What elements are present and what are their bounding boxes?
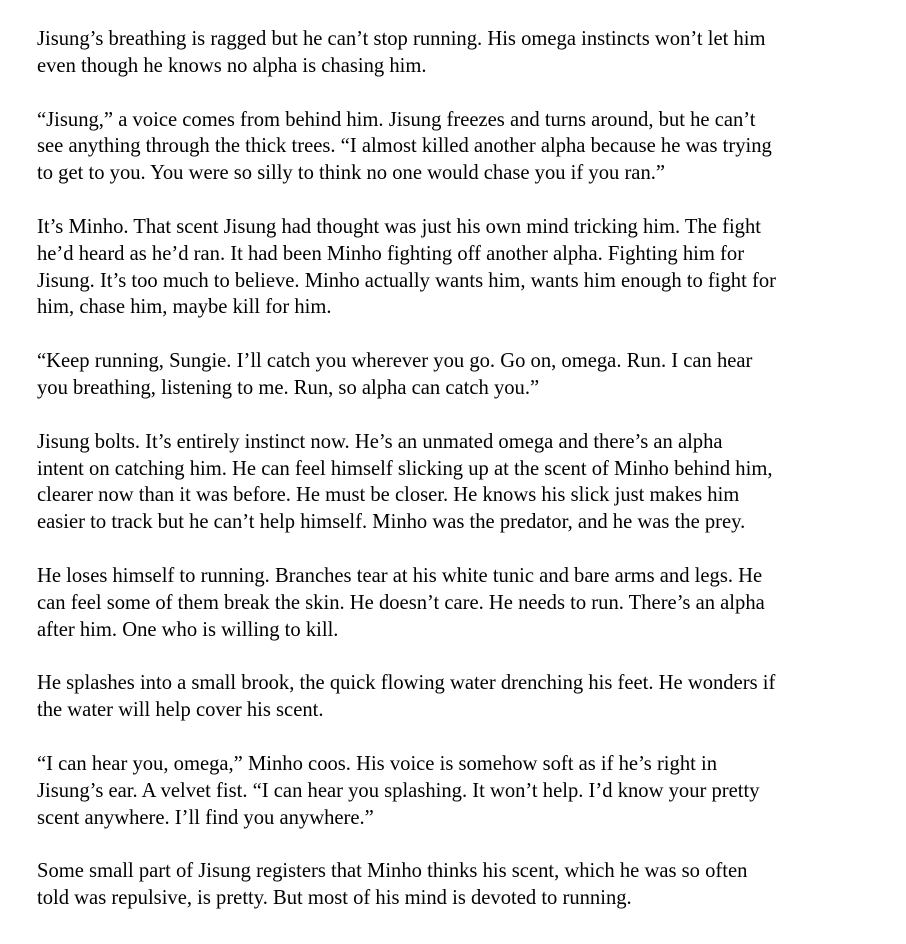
text-line: Jisung. It’s too much to believe. Minho actually wants him, wants him enough to fight for (37, 269, 776, 292)
text-line: Jisung bolts. It’s entirely instinct now. He’s an unmated omega and there’s an alpha (37, 430, 723, 453)
text-line: after him. One who is willing to kill. (37, 618, 339, 641)
text-line: Jisung’s ear. A velvet fist. “I can hear you splashing. It won’t help. I’d know your pretty (37, 779, 760, 802)
text-line: to get to you. You were so silly to think no one would chase you if you ran.” (37, 162, 666, 185)
text-line: him, chase him, maybe kill for him. (37, 296, 332, 319)
text-line: It’s Minho. That scent Jisung had thought was just his own mind tricking him. The fight (37, 215, 761, 238)
paragraph-4 (37, 348, 886, 402)
paragraph-8 (37, 751, 886, 831)
text-line: he’d heard as he’d ran. It had been Minho fighting off another alpha. Fighting him for (37, 242, 745, 265)
text-line: you breathing, listening to me. Run, so alpha can catch you.” (37, 376, 540, 399)
text-line: easier to track but he can’t help himself. Minho was the predator, and he was the prey. (37, 511, 746, 534)
paragraph-7 (37, 670, 886, 724)
text-line: the water will help cover his scent. (37, 699, 324, 722)
text-line: “Jisung,” a voice comes from behind him. Jisung freezes and turns around, but he can’t (37, 108, 756, 131)
paragraph-3 (37, 214, 886, 321)
paragraph-2 (37, 107, 886, 187)
paragraph-9 (37, 858, 886, 912)
text-line: “Keep running, Sungie. I’ll catch you wherever you go. Go on, omega. Run. I can hear (37, 350, 753, 373)
text-line: He splashes into a small brook, the quick flowing water drenching his feet. He wonders if (37, 672, 776, 695)
text-line: see anything through the thick trees. “I almost killed another alpha because he was trying (37, 135, 772, 158)
text-line: He loses himself to running. Branches tear at his white tunic and bare arms and legs. He (37, 564, 763, 587)
paragraph-1 (37, 26, 886, 80)
text-line: can feel some of them break the skin. He doesn’t care. He needs to run. There’s an alpha (37, 591, 765, 614)
text-line: intent on catching him. He can feel himself slicking up at the scent of Minho behind him, (37, 457, 773, 480)
paragraph-6 (37, 563, 886, 643)
text-line: told was repulsive, is pretty. But most of his mind is devoted to running. (37, 887, 632, 910)
text-line: even though he knows no alpha is chasing him. (37, 54, 427, 77)
text-line: scent anywhere. I’ll find you anywhere.” (37, 806, 374, 829)
paragraph-5 (37, 429, 886, 536)
text-line: “I can hear you, omega,” Minho coos. His voice is somehow soft as if he’s right in (37, 752, 718, 775)
text-line: Some small part of Jisung registers that Minho thinks his scent, which he was so often (37, 860, 748, 883)
text-line: clearer now than it was before. He must be closer. He knows his slick just makes him (37, 484, 740, 507)
text-line: Jisung’s breathing is ragged but he can’t stop running. His omega instincts won’t let him (37, 28, 766, 50)
